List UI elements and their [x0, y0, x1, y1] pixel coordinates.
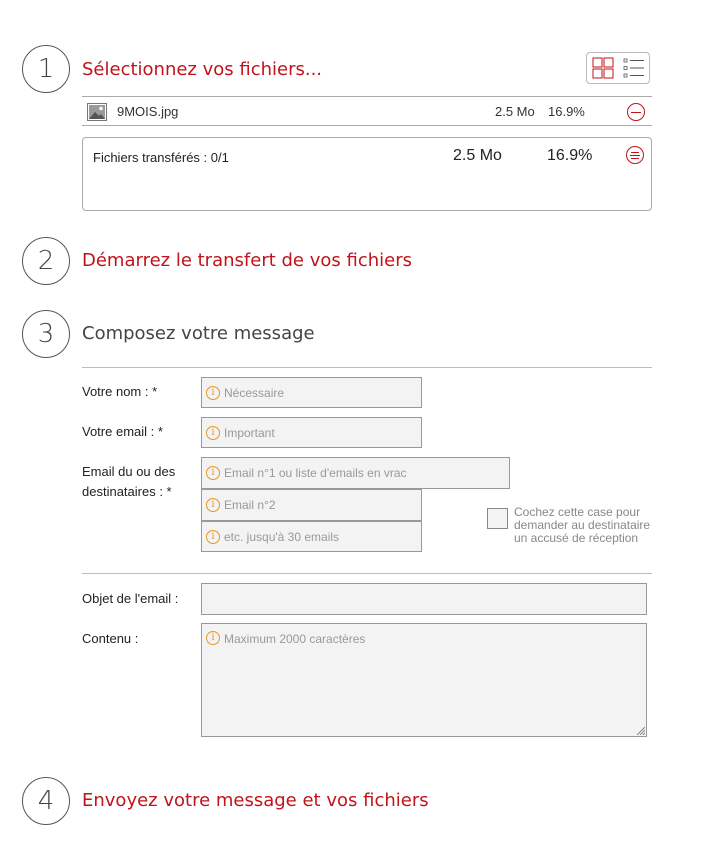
recipients-label-line-1: Email du ou des	[82, 464, 176, 479]
transferred-count: Fichiers transférés : 0/1	[93, 150, 229, 165]
name-placeholder: Nécessaire	[224, 385, 285, 400]
email-input[interactable]	[201, 417, 422, 448]
step-4-number: 4	[22, 777, 70, 825]
step-1-number: 1	[22, 45, 70, 93]
email-label: Votre email : *	[82, 424, 163, 439]
file-progress: 16.9%	[548, 104, 585, 119]
divider	[82, 367, 652, 368]
receipt-checkbox[interactable]	[487, 508, 508, 529]
step-2-number: 2	[22, 237, 70, 285]
content-textarea[interactable]	[201, 623, 647, 737]
recipients-label	[82, 462, 175, 502]
step-1-title[interactable]: Sélectionnez vos fichiers...	[82, 59, 323, 80]
file-row	[82, 96, 652, 126]
divider	[82, 573, 652, 574]
step-3-title: Composez votre message	[82, 323, 315, 344]
list-view-button[interactable]	[618, 53, 649, 83]
subject-input[interactable]	[201, 583, 647, 615]
email-placeholder: Important	[224, 425, 275, 440]
total-size: 2.5 Mo	[453, 147, 502, 164]
recipient-email-3-input[interactable]	[201, 521, 422, 552]
step-3-number: 3	[22, 310, 70, 358]
grid-view-icon	[592, 57, 614, 79]
file-name: 9MOIS.jpg	[117, 104, 179, 119]
receipt-checkbox-label: Cochez cette case pour demander au destinataire un accusé de réception	[514, 505, 651, 545]
remove-file-icon[interactable]	[627, 103, 645, 121]
recipient-email-2-input[interactable]	[201, 489, 422, 521]
name-input[interactable]	[201, 377, 422, 408]
recipients-label-line-2: destinataires : *	[82, 484, 172, 499]
content-placeholder: Maximum 2000 caractères	[224, 632, 366, 646]
info-icon: i	[206, 498, 220, 512]
view-toggle	[586, 52, 650, 84]
recipient-2-placeholder: Email n°2	[224, 498, 276, 512]
info-icon: i	[206, 631, 220, 645]
step-4-title[interactable]: Envoyez votre message et vos fichiers	[82, 790, 429, 811]
step-2-title[interactable]: Démarrez le transfert de vos fichiers	[82, 250, 412, 271]
file-size: 2.5 Mo	[495, 104, 535, 119]
info-icon: i	[206, 530, 220, 544]
subject-label: Objet de l'email :	[82, 591, 179, 606]
recipient-email-1-input[interactable]	[201, 457, 510, 489]
list-view-icon	[623, 57, 645, 79]
content-label: Contenu :	[82, 631, 139, 646]
recipient-3-placeholder: etc. jusqu'à 30 emails	[224, 529, 340, 544]
recipient-1-placeholder: Email n°1 ou liste d'emails en vrac	[224, 466, 407, 480]
image-icon	[87, 103, 107, 121]
clear-list-icon[interactable]	[626, 146, 644, 164]
transfer-summary	[82, 137, 652, 211]
grid-view-button[interactable]	[587, 53, 618, 83]
resize-handle-icon[interactable]	[635, 725, 645, 735]
total-progress: 16.9%	[547, 147, 593, 164]
info-icon: i	[206, 466, 220, 480]
name-label: Votre nom : *	[82, 384, 158, 399]
info-icon: i	[206, 386, 220, 400]
info-icon: i	[206, 426, 220, 440]
